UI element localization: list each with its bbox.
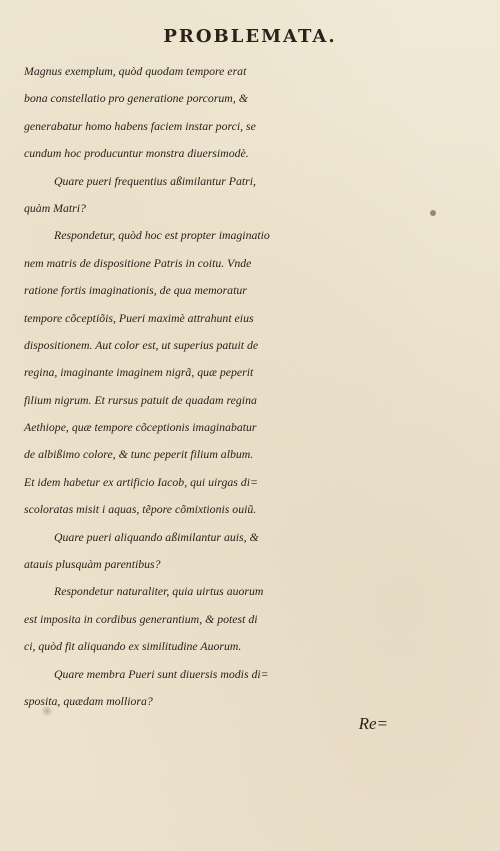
text-line: Magnus exemplum, quòd quodam tempore erat <box>24 64 247 78</box>
text-line: atauis plusquàm parentibus? <box>24 557 161 572</box>
text-line: Aethiope, quæ tempore cõceptionis imaginabatur <box>24 420 257 435</box>
text-line: filium nigrum. Et rursus patuit de quadam regina <box>24 392 257 407</box>
text-line: dispositionem. Aut color est, ut superius patuit de <box>24 337 259 352</box>
text-line: Quare pueri aliquando aßimilantur auis, & <box>54 529 259 544</box>
text-line: cundum hoc producuntur monstra diuersimodè. <box>24 146 249 161</box>
text-line: Et idem habetur ex artificio Iacob, qui uirgas di= <box>24 474 258 489</box>
margin-ink-dot <box>430 210 436 216</box>
text-line: nem matris de dispositione Patris in coitu. Vnde <box>24 255 252 270</box>
text-line: Respondetur, quòd hoc est propter imaginatio <box>54 228 270 243</box>
text-line: sposita, quædam molliora? <box>24 693 153 708</box>
text-line: Respondetur naturaliter, quia uirtus auorum <box>54 584 264 599</box>
text-line: de albißimo colore, & tunc peperit filium album. <box>24 447 254 462</box>
text-line: generabatur homo habens faciem instar porci, se <box>24 118 256 133</box>
text-line: tempore cõceptiõis, Pueri maximè attrahunt eius <box>24 310 254 325</box>
text-line: Quare pueri frequentius aßimilantur Patri, <box>54 173 256 188</box>
text-line: Quare membra Pueri sunt diuersis modis di= <box>54 666 269 681</box>
text-line: ci, quòd fit aliquando ex similitudine Auorum. <box>24 639 242 654</box>
catchword: Re= <box>358 714 388 733</box>
running-header: PROBLEMATA. <box>163 26 337 47</box>
text-line: est imposita in cordibus generantium, & potest di <box>24 611 258 626</box>
text-line: ratione fortis imaginationis, de qua memoratur <box>24 283 247 298</box>
text-line: bona constellatio pro generatione porcorum, & <box>24 91 248 106</box>
body-text <box>24 58 494 715</box>
text-line: quàm Matri? <box>24 200 86 215</box>
text-line: regina, imaginante imaginem nigrã, quæ peperit <box>24 365 254 380</box>
ink-smudge <box>40 706 54 716</box>
text-line: scoloratas misit i aquas, tẽpore cõmixtionis ouiũ. <box>24 502 257 517</box>
